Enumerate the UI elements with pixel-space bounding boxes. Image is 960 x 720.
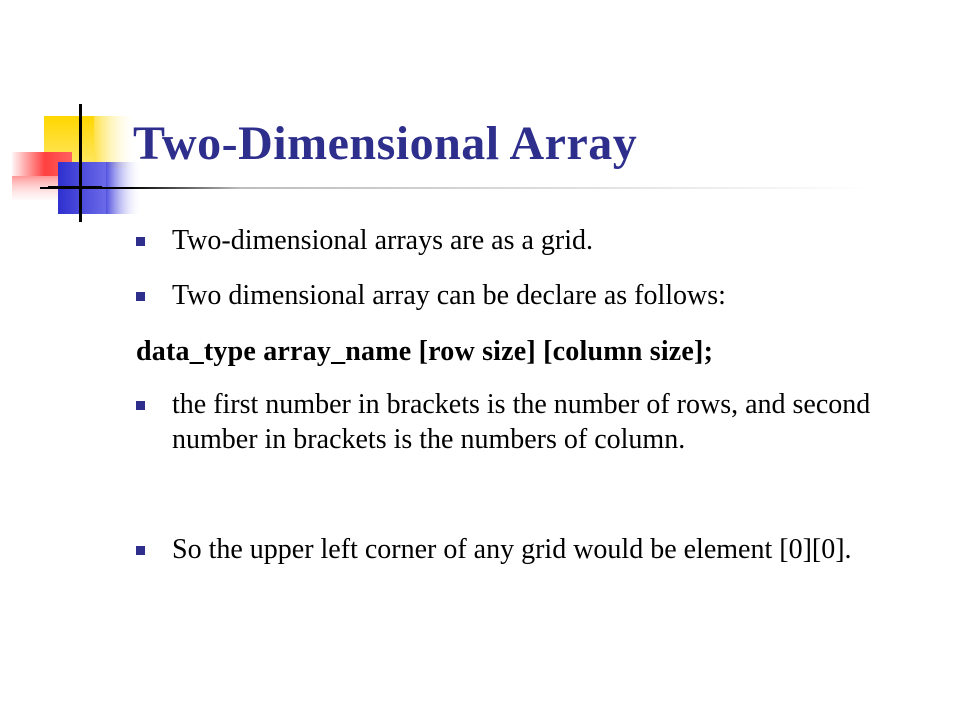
- slide-title: Two-Dimensional Array: [133, 117, 638, 170]
- square-bullet-icon: [136, 292, 145, 301]
- square-bullet-icon: [136, 546, 145, 555]
- bullet-text: Two-dimensional arrays are as a grid.: [172, 225, 593, 256]
- bullet-text: So the upper left corner of any grid would be element [0][0].: [172, 534, 852, 565]
- bullet-text: Two dimensional array can be declare as follows:: [172, 280, 726, 311]
- bullet-text: the first number in brackets is the number of rows, and second number in brackets is the numbers of column.: [172, 389, 871, 455]
- array-declaration: data_type array_name [row size] [column size];: [136, 336, 714, 367]
- square-bullet-icon: [136, 401, 145, 410]
- square-bullet-icon: [136, 237, 145, 246]
